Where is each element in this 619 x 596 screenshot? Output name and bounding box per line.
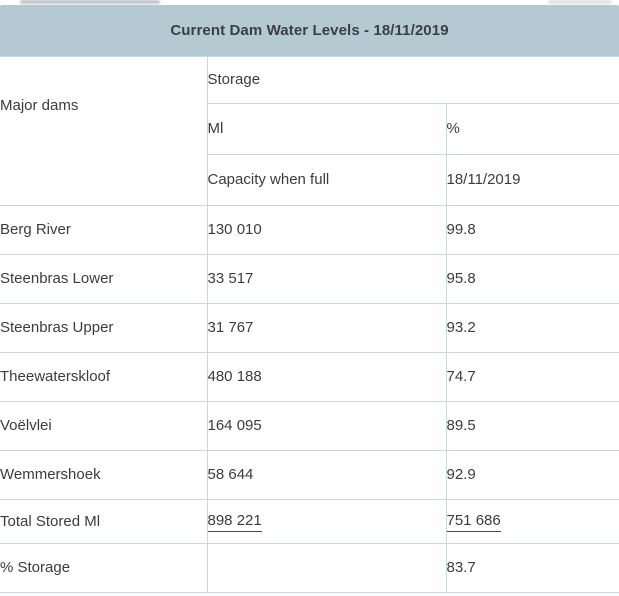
dam-name-cell: Wemmershoek <box>0 451 207 500</box>
cropped-text-artifact-right <box>548 0 612 4</box>
header-row-storage <box>0 57 619 104</box>
percent-value-cell: 93.2 <box>446 304 619 353</box>
percent-storage-value-cell: 83.7 <box>446 544 619 593</box>
ml-value-cell: 480 188 <box>207 353 446 402</box>
percent-value-cell: 92.9 <box>446 451 619 500</box>
total-percent-cell <box>446 500 619 544</box>
table-row <box>0 255 619 304</box>
ml-value-cell: 33 517 <box>207 255 446 304</box>
storage-header-cell: Storage <box>207 57 619 104</box>
dam-name-cell: Theewaterskloof <box>0 353 207 402</box>
table-row <box>0 353 619 402</box>
dam-name-cell: Steenbras Lower <box>0 255 207 304</box>
dam-name-cell: Steenbras Upper <box>0 304 207 353</box>
total-label-cell: Total Stored Ml <box>0 500 207 544</box>
page-title: Current Dam Water Levels - 18/11/2019 <box>170 22 449 39</box>
total-ml-value: 898 221 <box>208 512 262 532</box>
dam-name-cell: Voëlvlei <box>0 402 207 451</box>
ml-value-cell: 164 095 <box>207 402 446 451</box>
ml-value-cell: 58 644 <box>207 451 446 500</box>
table-row <box>0 206 619 255</box>
dam-name-cell: Berg River <box>0 206 207 255</box>
percent-storage-row <box>0 544 619 593</box>
total-row <box>0 500 619 544</box>
date-subheader-cell: 18/11/2019 <box>446 155 619 206</box>
table-row <box>0 451 619 500</box>
percent-value-cell: 99.8 <box>446 206 619 255</box>
empty-header-cell <box>0 155 207 206</box>
percent-storage-label-cell: % Storage <box>0 544 207 593</box>
ml-value-cell: 130 010 <box>207 206 446 255</box>
ml-header-cell: Ml <box>207 104 446 155</box>
dam-levels-table <box>0 56 619 593</box>
percent-storage-ml-cell <box>207 544 446 593</box>
major-dams-header-cell: Major dams <box>0 57 207 155</box>
total-percent-value: 751 686 <box>447 512 501 532</box>
capacity-subheader-cell: Capacity when full <box>207 155 446 206</box>
header-row-subheaders <box>0 155 619 206</box>
percent-value-cell: 95.8 <box>446 255 619 304</box>
cropped-text-artifact-left <box>20 0 160 4</box>
total-ml-cell <box>207 500 446 544</box>
title-band <box>0 5 619 56</box>
table-row <box>0 304 619 353</box>
percent-value-cell: 89.5 <box>446 402 619 451</box>
table-row <box>0 402 619 451</box>
ml-value-cell: 31 767 <box>207 304 446 353</box>
percent-header-cell: % <box>446 104 619 155</box>
percent-value-cell: 74.7 <box>446 353 619 402</box>
